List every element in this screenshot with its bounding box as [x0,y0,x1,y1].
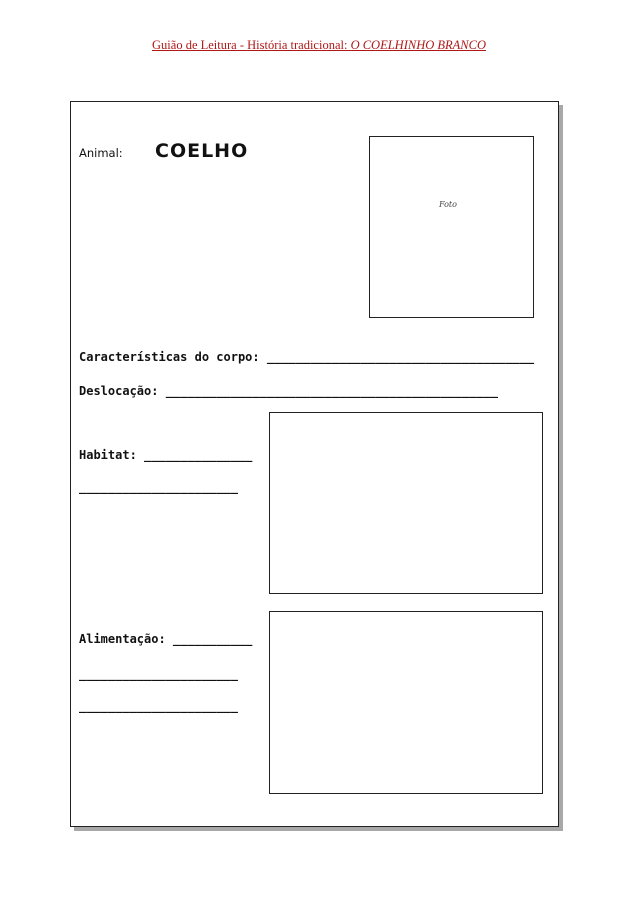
food-extra-line-1: ______________________ [79,667,238,681]
animal-name: COELHO [155,140,249,162]
worksheet-header [0,38,638,53]
habitat-line: Habitat: _______________ [79,448,253,462]
food-drawing-box [269,611,543,794]
habitat-drawing-box [269,412,543,594]
photo-label: Foto [439,200,457,209]
photo-box [369,136,534,318]
habitat-extra-line: ______________________ [79,480,238,494]
body-features-line: Características do corpo: _____________________________________ [79,350,535,364]
movement-line: Deslocação: ______________________________________________ [79,384,499,398]
header-story-title: O COELHINHO BRANCO [350,38,486,52]
food-extra-line-2: ______________________ [79,699,238,713]
food-line: Alimentação: ___________ [79,632,253,646]
header-prefix: Guião de Leitura - História tradicional: [152,38,351,52]
animal-label: Animal: [79,146,123,160]
